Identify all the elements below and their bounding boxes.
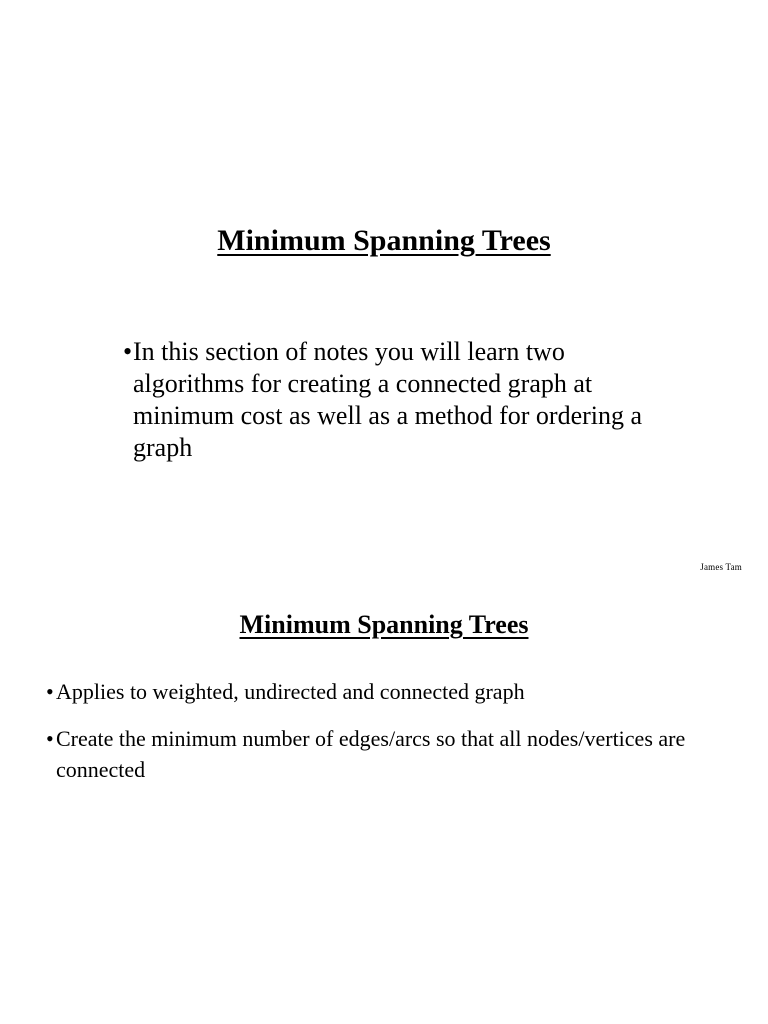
- slide-2-title: Minimum Spanning Trees: [239, 610, 529, 639]
- slide-1-bullet-1-text: In this section of notes you will learn two algorithms for creating a connected graph at minimum cost as well as a method for ordering a graph: [133, 337, 643, 462]
- slide-2-bullet-2: [46, 723, 736, 785]
- slide-2-bullet-1-text: Applies to weighted, undirected and connected graph: [56, 679, 525, 704]
- footer-author: James Tam: [700, 562, 742, 572]
- slide-1-title: Minimum Spanning Trees: [217, 224, 551, 257]
- slide-1-bullet-1: [123, 336, 663, 464]
- slide-2-bullet-1: [46, 676, 736, 707]
- bullet-icon: •: [46, 726, 54, 751]
- slide-2-bullet-2-text: Create the minimum number of edges/arcs so that all nodes/vertices are connected: [56, 726, 686, 782]
- slide-2: [0, 590, 768, 1024]
- bullet-icon: •: [123, 337, 133, 366]
- slide-2-bullet-list: [46, 676, 736, 785]
- bullet-icon: •: [46, 679, 54, 704]
- slide-1-bullet-list: [123, 336, 663, 464]
